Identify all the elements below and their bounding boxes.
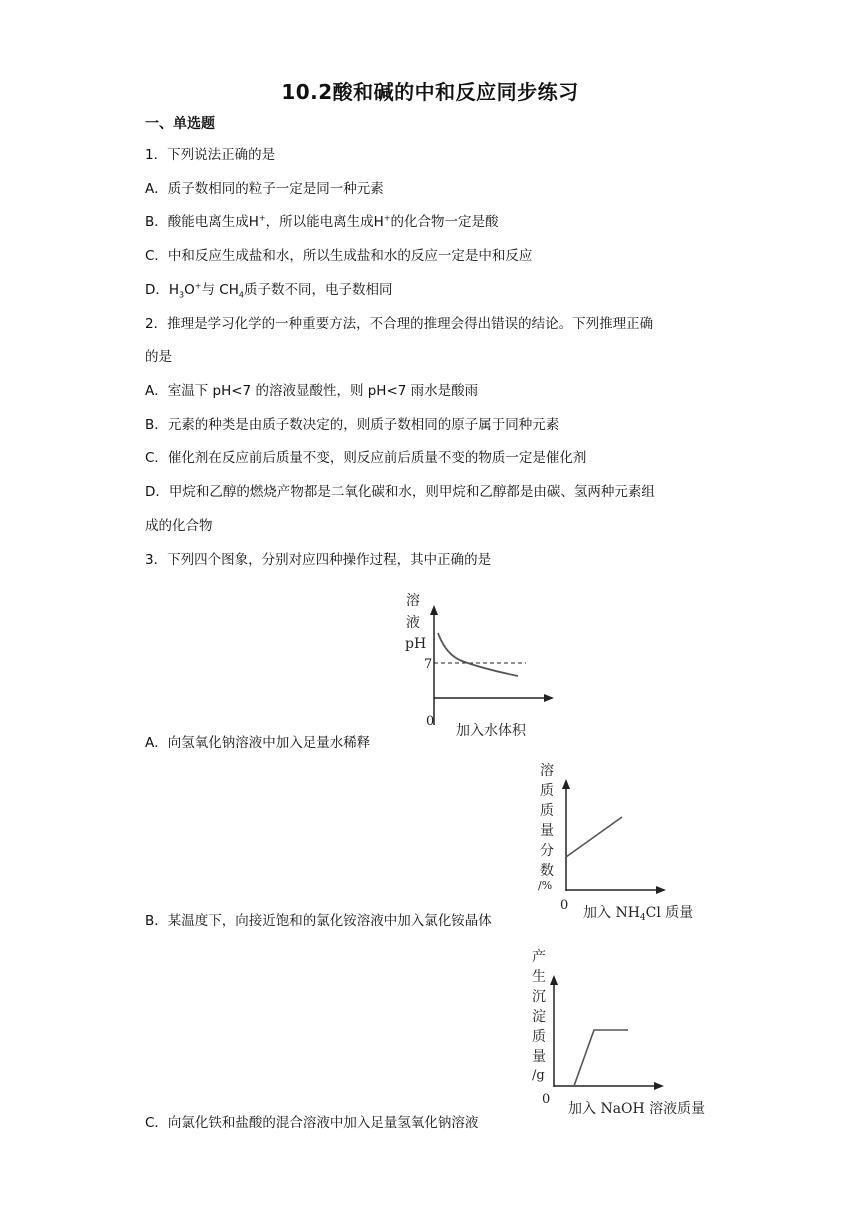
chart-a-reference-label: 7 (424, 657, 433, 672)
q3-option-b: B．某温度下，向接近饱和的氯化铵溶液中加入氯化铵晶体 (145, 913, 492, 929)
chart-a-ylabel-1: 溶 (406, 593, 420, 609)
q1-option-d: D．$H_3O^+$与 $CH_4$质子数不同，电子数相同 (145, 281, 393, 300)
chart-c-origin: 0 (542, 1092, 551, 1107)
q2-option-d-line2: 成的化合物 (145, 518, 213, 534)
chart-c-line (574, 1030, 628, 1086)
chart-b-origin: 0 (560, 898, 569, 913)
q2-option-b: B．元素的种类是由质子数决定的，则质子数相同的原子属于同种元素 (145, 417, 560, 433)
chart-c-ylabel-7: /g (532, 1068, 545, 1083)
chart-c-precipitate (520, 943, 720, 1123)
q2-stem-line1: 2．推理是学习化学的一种重要方法，不合理的推理会得出错误的结论。下列推理正确 (145, 316, 654, 332)
chart-c-ylabel-3: 沉 (532, 989, 546, 1005)
chart-a-xlabel: 加入水体积 (456, 723, 526, 739)
q1-option-b: B．酸能电离生成H+，所以能电离生成H+的化合物一定是酸 (145, 213, 499, 230)
chart-b-ylabel-7: /% (538, 879, 553, 892)
chart-c-ylabel-6: 量 (532, 1049, 546, 1065)
q1-stem: 1．下列说法正确的是 (145, 147, 276, 163)
q2-option-a: A．室温下 pH<7 的溶液显酸性，则 pH<7 雨水是酸雨 (145, 383, 479, 399)
chart-c-y-arrow (550, 975, 558, 985)
chart-a-origin: 0 (426, 714, 435, 729)
chart-b-line (566, 817, 622, 857)
q1-option-a: A．质子数相同的粒子一定是同一种元素 (145, 181, 384, 197)
chart-a-x-arrow (544, 694, 554, 702)
chart-b-ylabel-1: 溶 (540, 763, 554, 779)
chart-c-ylabel-5: 质 (532, 1029, 546, 1045)
chart-c-ylabel-2: 生 (532, 969, 546, 985)
chart-c-ylabel-1: 产 (532, 949, 546, 965)
chart-b-mass-fraction (530, 757, 710, 927)
chart-b-ylabel-6: 数 (540, 863, 554, 879)
q3-option-c: C．向氯化铁和盐酸的混合溶液中加入足量氢氧化钠溶液 (145, 1115, 479, 1131)
q2-stem-line2: 的是 (145, 349, 172, 365)
q3-stem: 3．下列四个图象，分别对应四种操作过程，其中正确的是 (145, 552, 492, 568)
q2-option-d-line1: D．甲烷和乙醇的燃烧产物都是二氧化碳和水，则甲烷和乙醇都是由碳、氢两种元素组 (145, 484, 655, 500)
chart-c-xlabel: 加入 NaOH 溶液质量 (568, 1101, 706, 1117)
chart-b-ylabel-4: 量 (540, 823, 554, 839)
q2-option-c: C．催化剂在反应前后质量不变，则反应前后质量不变的物质一定是催化剂 (145, 450, 587, 466)
q3-option-a: A．向氢氧化钠溶液中加入足量水稀释 (145, 735, 371, 751)
chart-b-ylabel-3: 质 (540, 803, 554, 819)
page-title: 10.2酸和碱的中和反应同步练习 (281, 80, 579, 104)
chart-a-curve (438, 633, 518, 676)
chart-b-xlabel: 加入 $NH_4Cl$ 质量 (583, 905, 694, 923)
q1-option-c: C．中和反应生成盐和水，所以生成盐和水的反应一定是中和反应 (145, 248, 533, 264)
chart-b-ylabel-5: 分 (540, 843, 554, 859)
chart-c-ylabel-4: 淀 (532, 1009, 546, 1025)
chart-b-y-arrow (562, 779, 570, 789)
chart-a-ylabel-2: 液 (406, 615, 420, 631)
chart-a-ph-dilution (400, 585, 560, 745)
chart-c-x-arrow (654, 1082, 664, 1090)
chart-b-x-arrow (656, 886, 666, 894)
chart-b-ylabel-2: 质 (540, 783, 554, 799)
chart-a-ylabel-3: pH (405, 636, 427, 652)
chart-a-y-arrow (430, 605, 438, 615)
section-heading: 一、单选题 (145, 116, 215, 132)
